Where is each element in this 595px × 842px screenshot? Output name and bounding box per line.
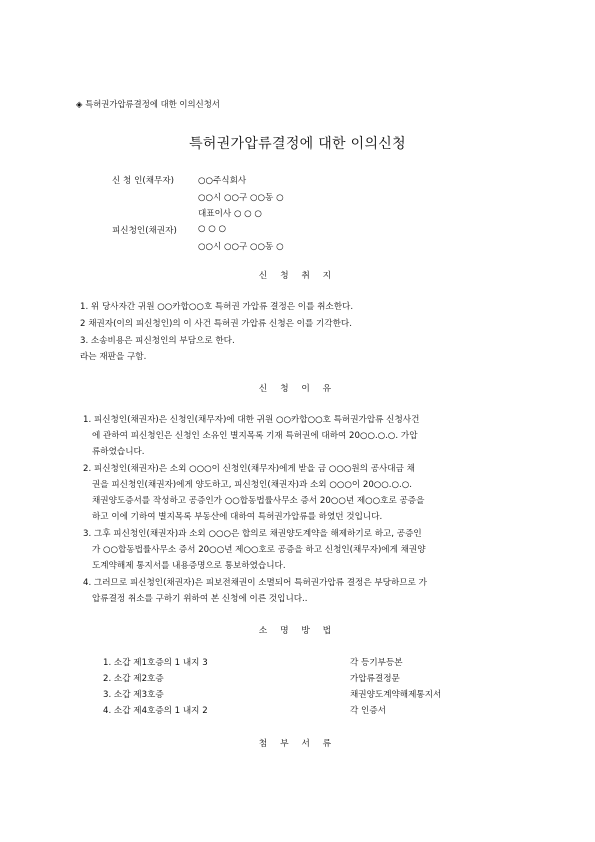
evidence-item-desc: 각 인증서 (350, 706, 386, 716)
reason-line: 가 ○○합동법률사무소 증서 20○○년 제○○호로 공증을 하고 신청인(채무자)에게 채권양 (92, 545, 426, 555)
reason-line: 4. 그러므로 피신청인(채권자)은 피보전채권이 소멸되어 특허권가압류 결정은 부당하므로 가 (83, 578, 427, 588)
reason-line: 하고 이에 기하여 별지목록 부동산에 대하여 특허권가압류를 하였던 것입니다. (92, 512, 383, 522)
applicant-address: ○○시 ○○구 ○○동 ○ (198, 193, 284, 203)
evidence-item-name: 1. 소갑 제1호증의 1 내지 3 (103, 658, 208, 668)
claim-line: 2 채권자(이의 피신청인)의 이 사건 특허권 가압류 신청은 이를 기각한다. (80, 319, 352, 329)
attachments-heading: 첨 부 서 류 (258, 739, 337, 749)
reason-line: 에 관하여 피신청인은 신청인 소유인 별지목록 기재 특허권에 대하여 20○○.○.○. 가압 (92, 431, 418, 441)
reason-line: 3. 그후 피신청인(채권자)과 소외 ○○○은 합의로 채권양도계약을 해제하기로 하고, 공증인 (83, 529, 422, 539)
evidence-heading: 소 명 방 법 (258, 626, 337, 636)
claim-line: 1. 위 당사자간 귀원 ○○카합○○호 특허권 가압류 결정은 이를 취소한다. (80, 302, 354, 312)
reason-line: 2. 피신청인(채권자)은 소외 ○○○이 신청인(채무자)에게 받을 금 ○○○원의 공사대금 채 (83, 464, 415, 474)
claim-line: 3. 소송비용은 피신청인의 부담으로 한다. (80, 336, 235, 346)
claim-line: 라는 재판을 구함. (80, 352, 147, 362)
reason-line: 권을 피신청인(채권자)에게 양도하고, 피신청인(채권자)과 소외 ○○○이 20○○.○.○. (92, 480, 412, 490)
evidence-item-name: 4. 소갑 제4호증의 1 내지 2 (103, 706, 208, 716)
respondent-name: ○ ○ ○ (198, 224, 226, 234)
reasons-heading: 신 청 이 유 (258, 384, 337, 394)
applicant-label: 신 청 인(채무자) (112, 176, 174, 186)
header-note: ◈ 특허권가압류결정에 대한 이의신청서 (76, 99, 220, 109)
reason-line: 압류결정 취소를 구하기 위하여 본 신청에 이른 것입니다.. (92, 594, 308, 604)
reason-line: 류하였습니다. (92, 447, 145, 457)
evidence-item-desc: 가압류결정문 (350, 674, 400, 684)
reason-line: 도계약해제 통지서를 내용증명으로 통보하였습니다. (92, 561, 286, 571)
evidence-item-name: 3. 소갑 제3호증 (103, 690, 164, 700)
respondent-address: ○○시 ○○구 ○○동 ○ (198, 242, 284, 252)
applicant-representative: 대표이사 ○ ○ ○ (198, 209, 262, 219)
claim-heading: 신 청 취 지 (258, 271, 337, 281)
evidence-item-desc: 각 등기부등본 (350, 658, 403, 668)
evidence-item-desc: 채권양도계약해제통지서 (350, 690, 442, 700)
respondent-label: 피신청인(채권자) (112, 226, 177, 236)
applicant-name: ○○주식회사 (198, 176, 247, 186)
evidence-item-name: 2. 소갑 제2호증 (103, 674, 164, 684)
document-title: 특허권가압류결정에 대한 이의신청 (189, 136, 406, 152)
reason-line: 1. 피신청인(채권자)은 신청인(채무자)에 대한 귀원 ○○카합○○호 특허권가압류 신청사건 (83, 415, 420, 425)
reason-line: 채권양도증서를 작성하고 공증인가 ○○합동법률사무소 증서 20○○년 제○○호로 공증을 (92, 496, 425, 506)
